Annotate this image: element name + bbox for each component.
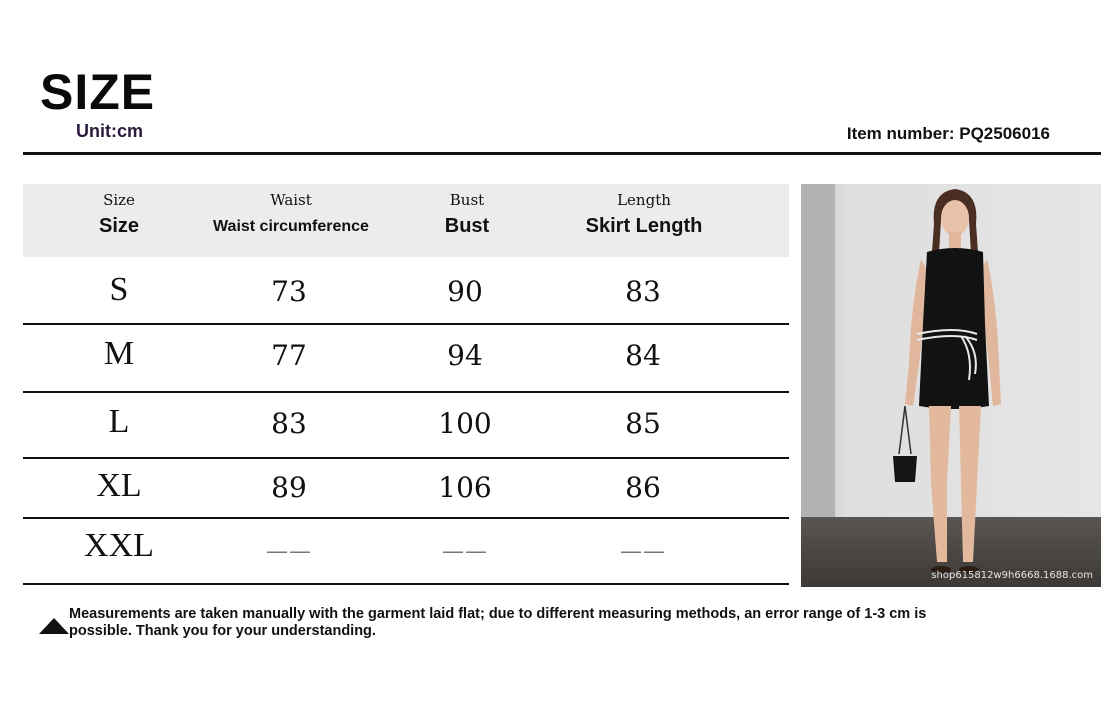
size-cell: XL — [96, 467, 142, 504]
column-header-small: Bust — [449, 191, 485, 209]
column-header-big: Size — [98, 215, 140, 237]
unit-label: Unit:cm — [76, 121, 143, 141]
warning-icon — [39, 618, 69, 634]
length-cell: 84 — [625, 339, 661, 372]
size-cell: L — [108, 403, 130, 440]
divider — [23, 152, 1101, 155]
column-header-big: Bust — [444, 215, 490, 237]
model-illustration — [801, 184, 1101, 587]
bust-cell: 90 — [447, 275, 483, 308]
size-table — [23, 184, 789, 585]
waist-cell: 83 — [271, 407, 307, 440]
column-header-small: Size — [103, 191, 135, 209]
waist-cell: 89 — [271, 471, 307, 504]
waist-cell: 77 — [271, 339, 307, 372]
table-row — [23, 393, 789, 459]
table-row — [23, 459, 789, 519]
column-header-bust — [445, 184, 489, 257]
column-header-waist — [191, 184, 391, 257]
column-header-size — [99, 184, 139, 257]
size-cell: M — [103, 335, 135, 372]
measurement-note: Measurements are taken manually with the garment laid flat; due to different measuring methods, an error range of 1-3 cm is possible. Thank you for your understanding. — [69, 606, 927, 639]
size-cell: XXL — [84, 527, 154, 564]
bust-cell: 106 — [438, 471, 492, 504]
column-header-big: Waist circumference — [213, 218, 369, 235]
table-row — [23, 261, 789, 325]
table-row — [23, 519, 789, 585]
column-header-small: Waist — [270, 191, 312, 209]
size-cell: S — [109, 271, 129, 308]
bust-cell: —— — [442, 539, 488, 564]
length-cell: 86 — [625, 471, 661, 504]
item-number: Item number: PQ2506016 — [846, 124, 1050, 143]
length-cell: —— — [620, 539, 666, 564]
waist-cell: —— — [266, 539, 312, 564]
page-title: SIZE — [40, 64, 156, 120]
length-cell: 85 — [625, 407, 661, 440]
table-header — [23, 184, 789, 257]
length-cell: 83 — [625, 275, 661, 308]
bust-cell: 100 — [438, 407, 492, 440]
column-header-length — [559, 184, 729, 257]
table-row — [23, 325, 789, 393]
column-header-small: Length — [617, 191, 671, 209]
waist-cell: 73 — [271, 275, 307, 308]
column-header-big: Skirt Length — [585, 215, 703, 237]
watermark: shop615812w9h6668.1688.com — [931, 570, 1093, 581]
model-photo — [801, 184, 1101, 587]
bust-cell: 94 — [447, 339, 483, 372]
